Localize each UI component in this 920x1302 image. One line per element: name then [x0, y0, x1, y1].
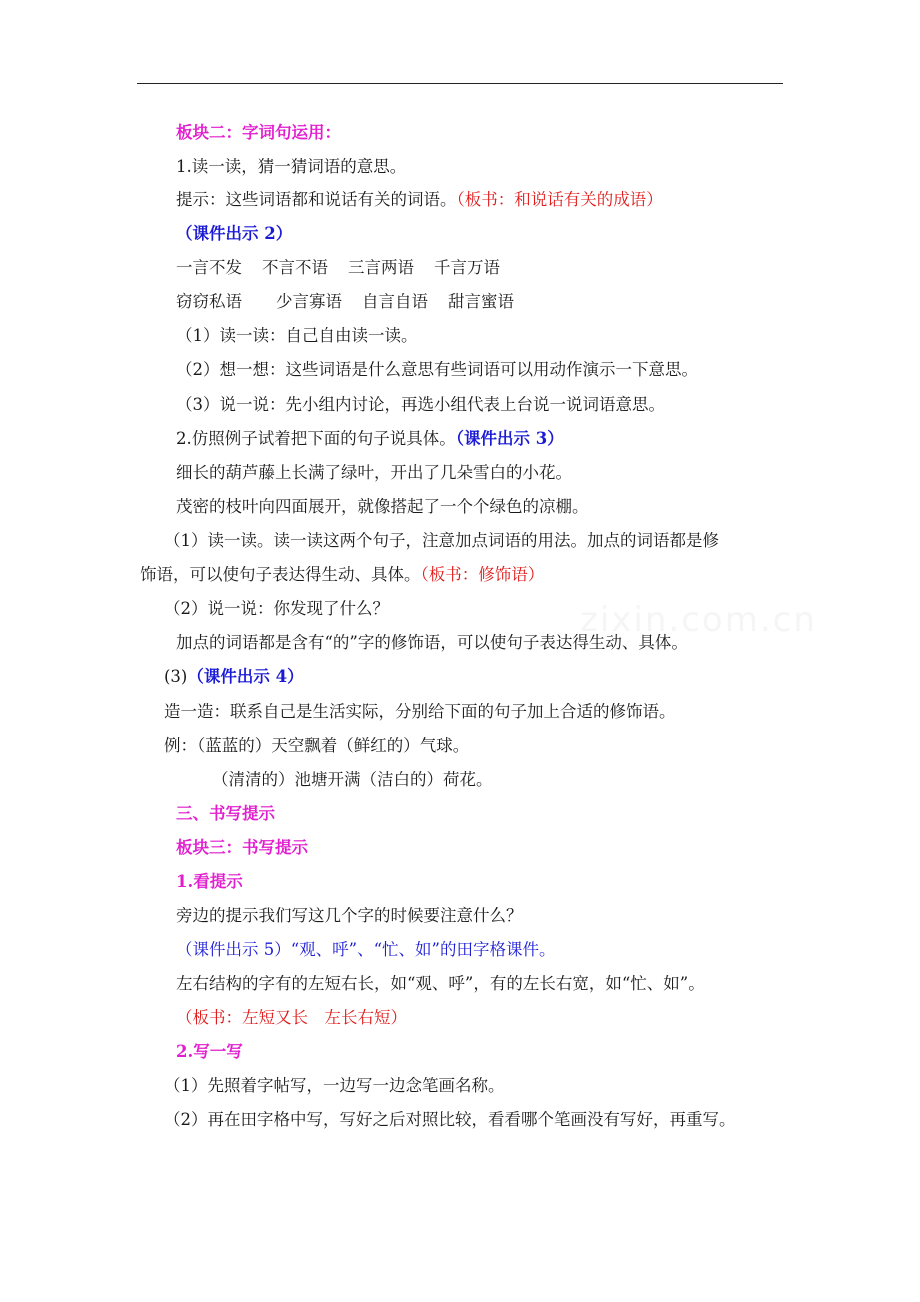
part3-heading: 三、书写提示: [176, 804, 275, 823]
word: 不言不语: [262, 258, 328, 277]
step-read: （1）读一读：自己自由读一读。: [176, 326, 418, 345]
item2-text: 2.仿照例子试着把下面的句子说具体。: [176, 429, 456, 448]
hint-text: 提示：这些词语都和说话有关的词语。: [176, 190, 457, 209]
word: 一言不发: [176, 258, 242, 277]
item2-line: [176, 428, 564, 450]
word: 自言自语: [362, 292, 428, 311]
item2-courseware: （课件出示 3）: [455, 429, 564, 448]
words-row2: [176, 291, 514, 313]
sentence2: 茂密的枝叶向四面展开，就像搭起了一个个绿色的凉棚。: [176, 497, 589, 516]
watermark: zixin.com.cn: [580, 600, 817, 640]
write1: （1）先照着字帖写，一边写一边念笔画名称。: [164, 1076, 505, 1095]
header-rule: [137, 83, 783, 84]
words-row1: [176, 257, 500, 279]
courseware2: （课件出示 2）: [176, 224, 293, 243]
word: 千言万语: [434, 258, 500, 277]
sentence1: 细长的葫芦藤上长满了绿叶，开出了几朵雪白的小花。: [176, 463, 572, 482]
look-question: 旁边的提示我们写这几个字的时候要注意什么？: [176, 906, 523, 925]
look-title: 1.看提示: [176, 872, 243, 891]
write2: （2）再在田字格中写，写好之后对照比较，看看哪个笔画没有写好，再重写。: [164, 1110, 736, 1129]
step-say: （3）说一说：先小组内讨论，再选小组代表上台说一说词语意思。: [176, 395, 665, 414]
word: 窃窃私语: [176, 292, 242, 311]
read-line2-wrap: [140, 564, 544, 586]
item3-courseware: （课件出示 4）: [187, 667, 304, 686]
word: 甜言蜜语: [448, 292, 514, 311]
section2-heading: 板块二：字词句运用：: [176, 123, 341, 142]
write-title: 2.写一写: [176, 1042, 243, 1061]
courseware5: （课件出示 5）“观、呼”、“忙、如”的田字格课件。: [176, 940, 556, 959]
item3-line: [164, 666, 304, 688]
item3-prefix: (3): [164, 667, 188, 686]
hint-board: （板书：和说话有关的成语）: [456, 190, 663, 209]
board-write: （板书：左短又长 左长右短）: [176, 1008, 407, 1027]
read-line1: （1）读一读。读一读这两个句子，注意加点词语的用法。加点的词语都是修: [164, 531, 719, 550]
example1: 例：（蓝蓝的）天空飘着（鲜红的）气球。: [164, 736, 470, 755]
structure: 左右结构的字有的左短右长，如“观、呼”，有的左长右宽，如“忙、如”。: [176, 974, 705, 993]
word: 少言寡语: [276, 292, 342, 311]
example2: （清清的）池塘开满（洁白的）荷花。: [212, 770, 493, 789]
step-think: （2）想一想：这些词语是什么意思有些词语可以用动作演示一下意思。: [176, 360, 698, 379]
say-found: （2）说一说：你发现了什么？: [164, 599, 389, 618]
make: 造一造：联系自己是生活实际，分别给下面的句子加上合适的修饰语。: [164, 702, 676, 721]
word: 三言两语: [348, 258, 414, 277]
section3-heading: 板块三：书写提示: [176, 838, 308, 857]
hint-line: [176, 189, 663, 211]
answer: 加点的词语都是含有“的”字的修饰语，可以使句子表达得生动、具体。: [176, 633, 688, 652]
read-board: （板书：修饰语）: [420, 565, 545, 584]
item1: 1.读一读，猜一猜词语的意思。: [176, 157, 407, 176]
read-line2: 饰语，可以使句子表达得生动、具体。: [140, 565, 421, 584]
